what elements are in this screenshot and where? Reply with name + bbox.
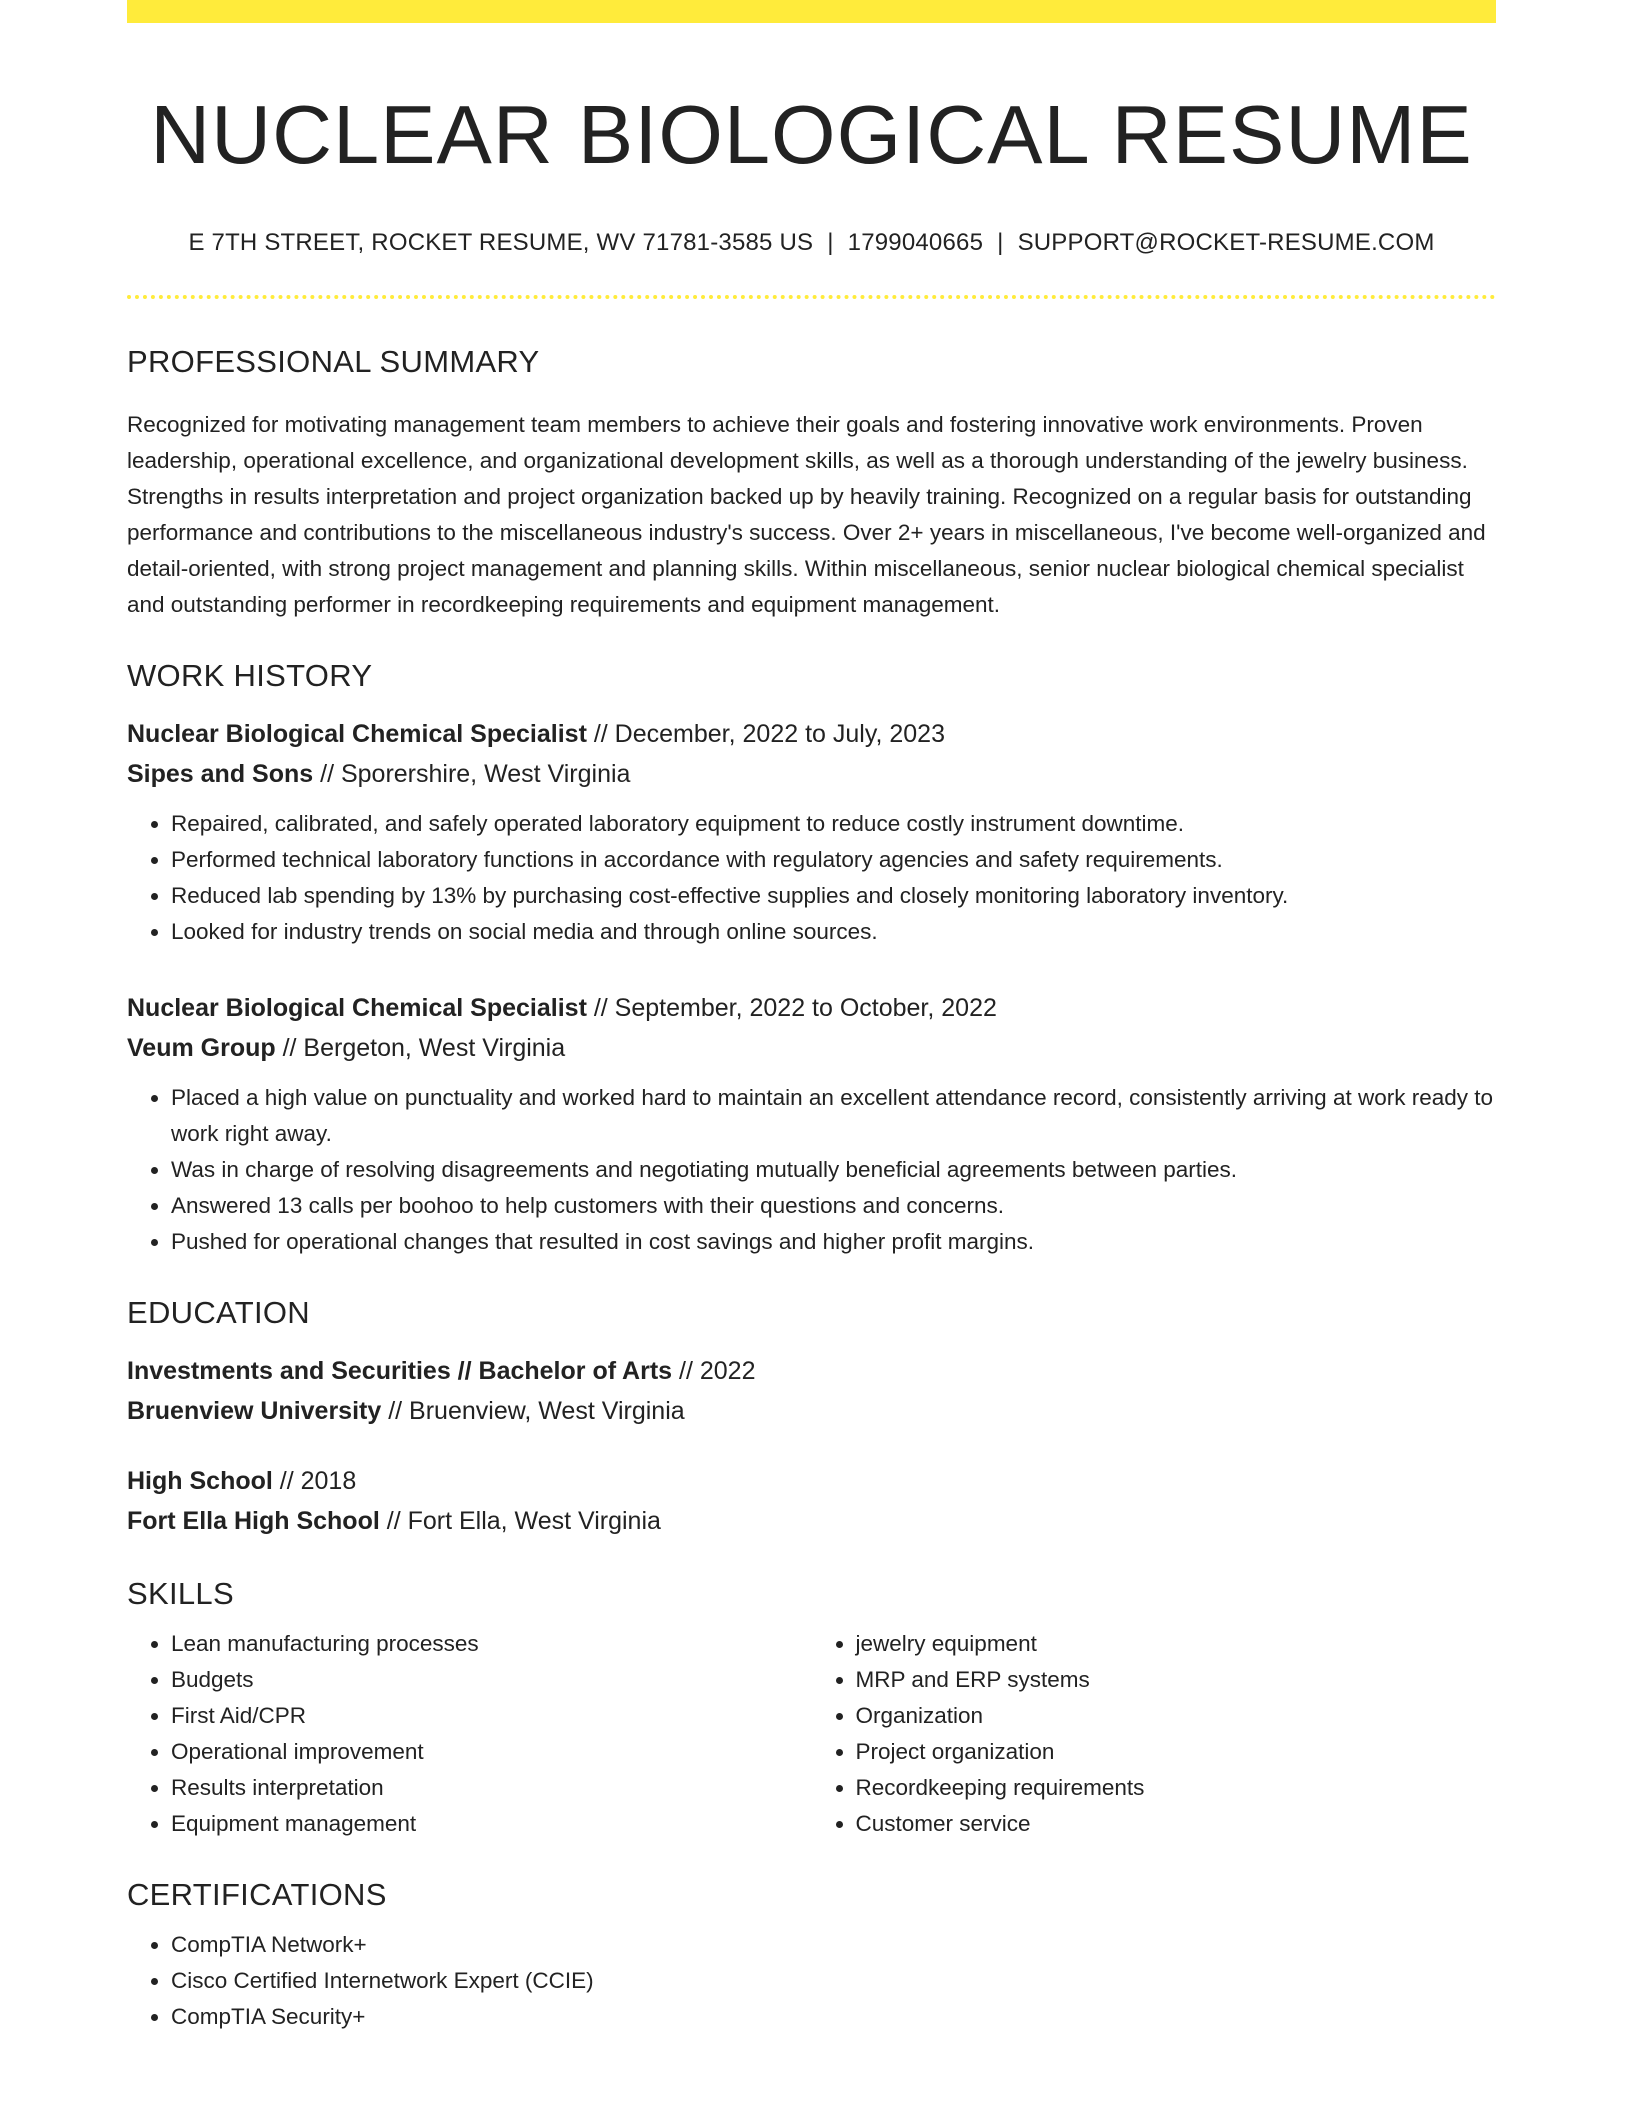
job-company: Sipes and Sons	[127, 759, 314, 788]
job-bullet: • Repaired, calibrated, and safely operated laboratory equipment to reduce costly instrument downtime.	[171, 806, 1496, 842]
education-location: // Bruenview, West Virginia	[381, 1396, 685, 1425]
section-title-skills: SKILLS	[127, 1575, 234, 1611]
education-degree-line	[127, 1461, 1496, 1501]
education-school-line	[127, 1501, 1496, 1541]
contact-address: E 7TH STREET, ROCKET RESUME, WV 71781-3585 US	[188, 228, 814, 256]
education-year: // 2022	[672, 1356, 756, 1385]
skill-item: • Recordkeeping requirements	[856, 1770, 1497, 1806]
job-position: Nuclear Biological Chemical Specialist	[127, 719, 587, 748]
skills-column-right	[812, 1626, 1497, 1842]
job-title-line	[127, 714, 1496, 754]
skill-item: • Customer service	[856, 1806, 1497, 1842]
certification-item: • Cisco Certified Internetwork Expert (CCIE)	[171, 1963, 1496, 1999]
job-location: // Bergeton, West Virginia	[275, 1033, 566, 1062]
job-bullet: • Reduced lab spending by 13% by purchasing cost-effective supplies and closely monitoring laboratory inventory.	[171, 878, 1496, 914]
education-degree: High School	[127, 1466, 273, 1495]
skill-item: • Budgets	[171, 1662, 812, 1698]
skill-item: • Lean manufacturing processes	[171, 1626, 812, 1662]
education-degree: Investments and Securities // Bachelor of Arts	[127, 1356, 673, 1385]
section-title-education: EDUCATION	[127, 1294, 310, 1330]
job-bullet: • Answered 13 calls per boohoo to help customers with their questions and concerns.	[171, 1188, 1496, 1224]
job-company-line	[127, 1028, 1496, 1068]
skill-item: • Equipment management	[171, 1806, 812, 1842]
education-entry	[127, 1351, 1496, 1431]
section-title-summary: PROFESSIONAL SUMMARY	[127, 344, 540, 380]
job-position: Nuclear Biological Chemical Specialist	[127, 993, 587, 1022]
job-bullet: • Looked for industry trends on social media and through online sources.	[171, 914, 1496, 950]
skill-item: • Organization	[856, 1698, 1497, 1734]
contact-phone: 1799040665	[847, 228, 984, 256]
dotted-divider	[127, 295, 1496, 299]
job-dates: // September, 2022 to October, 2022	[586, 993, 997, 1022]
education-year: // 2018	[272, 1466, 357, 1495]
education-degree-line	[127, 1351, 1496, 1391]
education-school-line	[127, 1391, 1496, 1431]
job-company: Veum Group	[127, 1033, 276, 1062]
section-title-certifications: CERTIFICATIONS	[127, 1877, 387, 1913]
job-bullet: • Pushed for operational changes that resulted in cost savings and higher profit margins.	[171, 1224, 1496, 1260]
skill-item: • First Aid/CPR	[171, 1698, 812, 1734]
certifications-list	[127, 1927, 1496, 2035]
skill-item: • jewelry equipment	[856, 1626, 1497, 1662]
skill-item: • Project organization	[856, 1734, 1497, 1770]
contact-separator: |	[997, 228, 1004, 256]
job-dates: // December, 2022 to July, 2023	[586, 719, 945, 748]
section-title-work-history: WORK HISTORY	[127, 657, 373, 693]
accent-bar	[127, 0, 1496, 23]
education-location: // Fort Ella, West Virginia	[379, 1506, 661, 1535]
contact-email: SUPPORT@ROCKET-RESUME.COM	[1017, 228, 1435, 256]
job-bullet: • Performed technical laboratory functions in accordance with regulatory agencies and safety requirements.	[171, 842, 1496, 878]
job-entry	[127, 988, 1496, 1260]
contact-separator: |	[827, 228, 834, 256]
skill-item: • Operational improvement	[171, 1734, 812, 1770]
skills-list	[127, 1626, 1496, 1842]
summary-text: Recognized for motivating management team members to achieve their goals and fostering innovative work environments. Proven leadership, operational excellence, and organizational development skills, as well as a thorough understanding of the jewelry business. Strengths in results interpretation and project organization backed up by heavily training. Recognized on a regular basis for outstanding performance and contributions to the miscellaneous industry's success. Over 2+ years in miscellaneous, I've become well-organized and detail-oriented, with strong project management and planning skills. Within miscellaneous, senior nuclear biological chemical specialist and outstanding performer in recordkeeping requirements and equipment management.	[127, 411, 1486, 617]
job-title-line	[127, 988, 1496, 1028]
education-school: Fort Ella High School	[127, 1506, 380, 1535]
resume-page	[127, 0, 1496, 2035]
certification-item: • CompTIA Network+	[171, 1927, 1496, 1963]
skills-column-left	[127, 1626, 812, 1842]
job-bullets	[127, 1080, 1496, 1260]
certification-item: • CompTIA Security+	[171, 1999, 1496, 2035]
job-bullet: • Was in charge of resolving disagreements and negotiating mutually beneficial agreements between parties.	[171, 1152, 1496, 1188]
education-school: Bruenview University	[127, 1396, 382, 1425]
job-location: // Sporershire, West Virginia	[313, 759, 631, 788]
job-company-line	[127, 754, 1496, 794]
education-entry	[127, 1461, 1496, 1541]
resume-title: NUCLEAR BIOLOGICAL RESUME	[150, 88, 1473, 181]
job-bullets	[127, 806, 1496, 950]
job-entry	[127, 714, 1496, 950]
skill-item: • MRP and ERP systems	[856, 1662, 1497, 1698]
contact-line	[127, 229, 1496, 258]
job-bullet: • Placed a high value on punctuality and worked hard to maintain an excellent attendance record, consistently arriving at work ready to work right away.	[171, 1080, 1496, 1152]
skill-item: • Results interpretation	[171, 1770, 812, 1806]
